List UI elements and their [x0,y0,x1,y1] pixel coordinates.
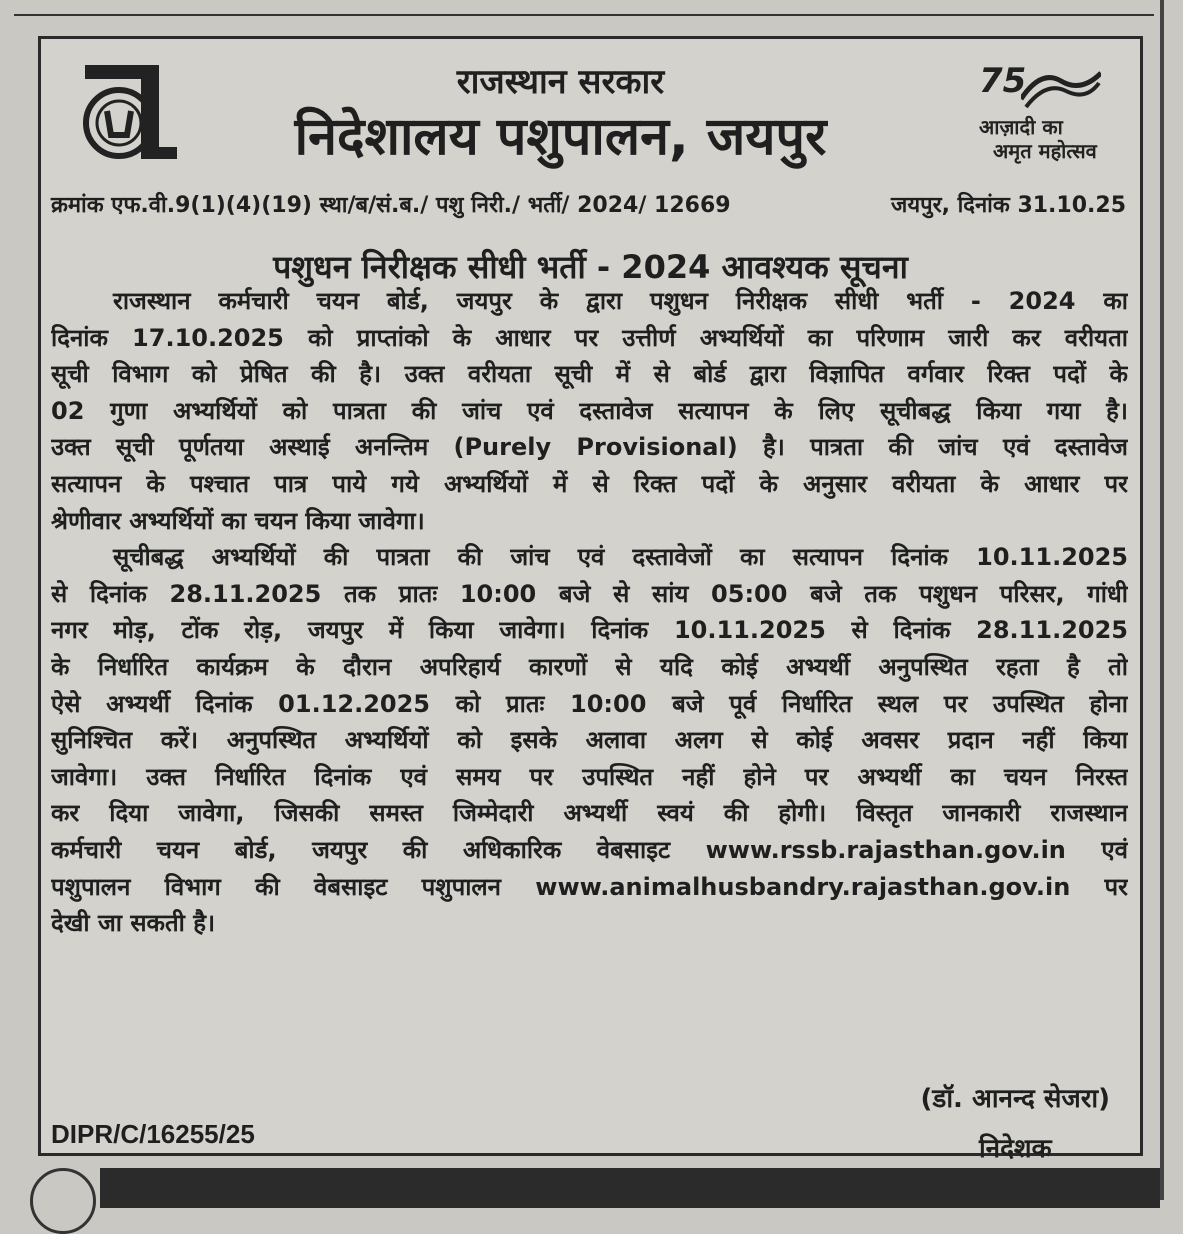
azadi-amrit-mahotsav-logo-icon: 75 आज़ादी का अमृत महोत्सव [971,61,1121,171]
signatory-name: (डॉ. आनन्द सेजरा) [920,1084,1110,1114]
body-line: देखी जा सकती है। [51,909,216,938]
body-line: सत्यापन के पश्चात पात्र पाये गये अभ्यर्थियों में से रिक्त पदों के अनुसार वरीयता के आधार पर [51,469,1128,498]
body-line: नगर मोड़, टोंक रोड़, जयपुर में किया जावेगा। दिनांक 10.11.2025 से दिनांक 28.11.2025 [51,616,1128,645]
reference-number: क्रमांक एफ.वी.9(1)(4)(19) स्था/ब/सं.ब./ पशु निरी./ भर्ती/ 2024/ 12669 [51,193,731,218]
body-line: श्रेणीवार अभ्यर्थियों का चयन किया जावेगा। [51,506,425,535]
body-line: से दिनांक 28.11.2025 तक प्रातः 10:00 बजे से सांय 05:00 बजे तक पशुधन परिसर, गांधी [51,579,1128,608]
body-line: कर्मचारी चयन बोर्ड, जयपुर की अधिकारिक वेबसाइट www.rssb.rajasthan.gov.in एवं [51,835,1128,864]
next-ad-seal-icon [30,1168,96,1234]
signatory-designation: निदेशक [978,1134,1052,1164]
signature-block [921,1079,1110,1165]
department-title: निदेशालय पशुपालन, जयपुर [294,107,827,167]
government-name: राजस्थान सरकार [456,62,665,102]
dipr-code: DIPR/C/16255/25 [51,1119,255,1149]
body-line: राजस्थान कर्मचारी चयन बोर्ड, जयपुर के द्वारा पशुधन निरीक्षक सीधी भर्ती - 2024 का [113,287,1128,315]
body-line: के निर्धारित कार्यक्रम के दौरान अपरिहार्य कारणों से यदि कोई अभ्यर्थी अनुपस्थित रहता है तो [51,652,1128,681]
body-line: पशुपालन विभाग की वेबसाइट पशुपालन www.animalhusbandry.rajasthan.gov.in पर [51,872,1128,901]
body-line: ऐसे अभ्यर्थी दिनांक 01.12.2025 को प्रातः 10:00 बजे पूर्व निर्धारित स्थल पर उपस्थित होना [51,689,1128,718]
notice-box [38,36,1143,1164]
notice-subject: पशुधन निरीक्षक सीधी भर्ती - 2024 आवश्यक सूचना [273,248,908,286]
body-line: सूची विभाग को प्रेषित की है। उक्त वरीयता सूची में से बोर्ड द्वारा विज्ञापित वर्गवार रिक्त पदों के [51,360,1128,389]
body-line: कर दिया जावेगा, जिसकी समस्त जिम्मेदारी अभ्यर्थी स्वयं की होगी। विस्तृत जानकारी राजस्थान [51,799,1128,828]
column-divider [1160,0,1164,1200]
body-line: दिनांक 17.10.2025 को प्राप्तांको के आधार पर उत्तीर्ण अभ्यर्थियों का परिणाम जारी कर वरीयता [51,323,1128,352]
body-line: सुनिश्चित करें। अनुपस्थित अभ्यर्थियों को इसके अलावा अलग से कोई अवसर प्रदान नहीं किया [51,726,1128,755]
notice-body [51,283,1128,942]
body-line: सूचीबद्ध अभ्यर्थियों की पात्रता की जांच एवं दस्तावेजों का सत्यापन दिनांक 10.11.2025 [113,543,1128,572]
notice-date: जयपुर, दिनांक 31.10.25 [891,193,1126,218]
body-line: जावेगा। उक्त निर्धारित दिनांक एवं समय पर उपस्थित नहीं होने पर अभ्यर्थी का चयन निरस्त [51,762,1128,791]
body-line: 02 गुणा अभ्यर्थियों को पात्रता की जांच एवं दस्तावेज सत्यापन के लिए सूचीबद्ध किया गया है। [51,396,1128,425]
body-line: उक्त सूची पूर्णतया अस्थाई अनन्तिम (Purely Provisional) है। पात्रता की जांच एवं दस्तावेज [51,433,1128,462]
next-ad-banner [100,1168,1160,1208]
